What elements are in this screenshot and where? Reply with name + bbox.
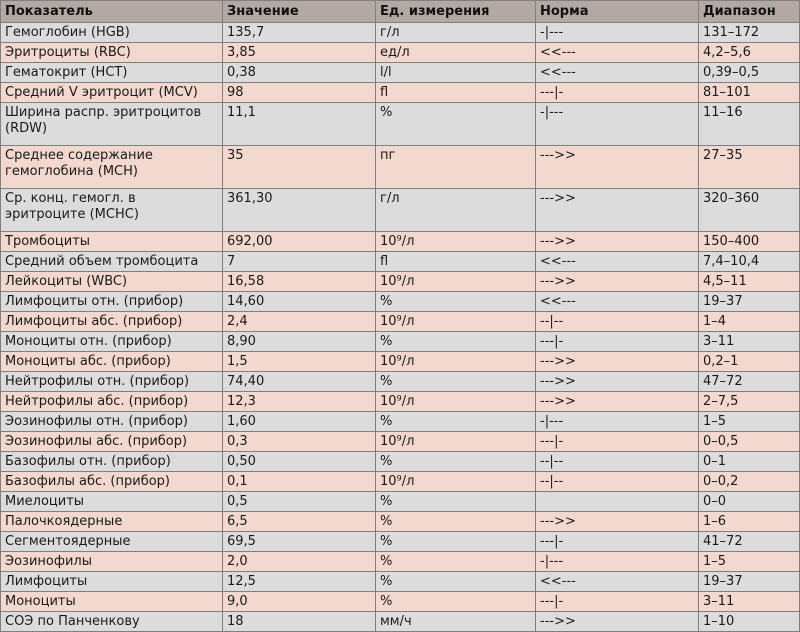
range-cell: 4,5–11 <box>699 272 800 292</box>
unit-cell: fl <box>376 252 536 272</box>
indicator-cell: Нейтрофилы отн. (прибор) <box>1 372 223 392</box>
norm-cell: --|-- <box>536 312 699 332</box>
range-cell: 0,39–0,5 <box>699 63 800 83</box>
norm-cell: -|--- <box>536 23 699 43</box>
range-cell: 19–37 <box>699 572 800 592</box>
value-cell: 1,60 <box>223 412 376 432</box>
indicator-cell: Средний объем тромбоцита <box>1 252 223 272</box>
range-cell: 0–0 <box>699 492 800 512</box>
norm-cell: --|-- <box>536 452 699 472</box>
norm-cell: -|--- <box>536 103 699 146</box>
value-cell: 69,5 <box>223 532 376 552</box>
range-cell: 320–360 <box>699 189 800 232</box>
unit-cell: % <box>376 492 536 512</box>
table-row <box>1 372 800 392</box>
norm-cell: ---|- <box>536 332 699 352</box>
norm-cell: -|--- <box>536 412 699 432</box>
table-row <box>1 592 800 612</box>
indicator-cell: Палочкоядерные <box>1 512 223 532</box>
indicator-cell: Тромбоциты <box>1 232 223 252</box>
indicator-cell: Средний V эритроцит (MCV) <box>1 83 223 103</box>
table-row <box>1 232 800 252</box>
value-cell: 12,3 <box>223 392 376 412</box>
value-cell: 16,58 <box>223 272 376 292</box>
unit-cell: % <box>376 532 536 552</box>
unit-cell: % <box>376 412 536 432</box>
unit-cell: 10⁹/л <box>376 472 536 492</box>
value-cell: 0,1 <box>223 472 376 492</box>
table-row <box>1 43 800 63</box>
indicator-cell: Эозинофилы абс. (прибор) <box>1 432 223 452</box>
indicator-cell: Моноциты <box>1 592 223 612</box>
range-cell: 0,2–1 <box>699 352 800 372</box>
norm-cell: ---|- <box>536 432 699 452</box>
range-cell: 2–7,5 <box>699 392 800 412</box>
value-cell: 14,60 <box>223 292 376 312</box>
header-unit: Ед. измерения <box>376 1 536 23</box>
indicator-cell: Нейтрофилы абс. (прибор) <box>1 392 223 412</box>
range-cell: 4,2–5,6 <box>699 43 800 63</box>
norm-cell: --->> <box>536 372 699 392</box>
value-cell: 1,5 <box>223 352 376 372</box>
unit-cell: % <box>376 372 536 392</box>
table-row <box>1 472 800 492</box>
unit-cell: 10⁹/л <box>376 352 536 372</box>
table-row <box>1 103 800 146</box>
norm-cell: <<--- <box>536 252 699 272</box>
range-cell: 47–72 <box>699 372 800 392</box>
norm-cell <box>536 492 699 512</box>
norm-cell: --->> <box>536 512 699 532</box>
table-row <box>1 392 800 412</box>
unit-cell: 10⁹/л <box>376 392 536 412</box>
indicator-cell: Ширина распр. эритроцитов (RDW) <box>1 103 223 146</box>
unit-cell: г/л <box>376 23 536 43</box>
table-row <box>1 332 800 352</box>
indicator-cell: Лимфоциты <box>1 572 223 592</box>
range-cell: 19–37 <box>699 292 800 312</box>
header-value: Значение <box>223 1 376 23</box>
value-cell: 692,00 <box>223 232 376 252</box>
table-header <box>1 1 800 23</box>
header-range: Диапазон <box>699 1 800 23</box>
norm-cell: ---|- <box>536 592 699 612</box>
unit-cell: % <box>376 103 536 146</box>
norm-cell: --->> <box>536 189 699 232</box>
value-cell: 0,3 <box>223 432 376 452</box>
indicator-cell: Базофилы отн. (прибор) <box>1 452 223 472</box>
table-row <box>1 492 800 512</box>
indicator-cell: Лимфоциты отн. (прибор) <box>1 292 223 312</box>
value-cell: 361,30 <box>223 189 376 232</box>
norm-cell: --->> <box>536 272 699 292</box>
indicator-cell: Гемоглобин (HGB) <box>1 23 223 43</box>
table-row <box>1 23 800 43</box>
table-row <box>1 252 800 272</box>
table-body <box>1 23 800 632</box>
indicator-cell: Миелоциты <box>1 492 223 512</box>
value-cell: 9,0 <box>223 592 376 612</box>
unit-cell: 10⁹/л <box>376 232 536 252</box>
value-cell: 0,50 <box>223 452 376 472</box>
value-cell: 7 <box>223 252 376 272</box>
header-row <box>1 1 800 23</box>
table-row <box>1 146 800 189</box>
indicator-cell: Лимфоциты абс. (прибор) <box>1 312 223 332</box>
unit-cell: % <box>376 592 536 612</box>
norm-cell: ---|- <box>536 532 699 552</box>
range-cell: 81–101 <box>699 83 800 103</box>
unit-cell: % <box>376 552 536 572</box>
range-cell: 1–10 <box>699 612 800 632</box>
table-row <box>1 352 800 372</box>
indicator-cell: Базофилы абс. (прибор) <box>1 472 223 492</box>
table-row <box>1 63 800 83</box>
indicator-cell: СОЭ по Панченкову <box>1 612 223 632</box>
value-cell: 0,38 <box>223 63 376 83</box>
indicator-cell: Гематокрит (HCT) <box>1 63 223 83</box>
value-cell: 6,5 <box>223 512 376 532</box>
range-cell: 11–16 <box>699 103 800 146</box>
range-cell: 3–11 <box>699 592 800 612</box>
range-cell: 27–35 <box>699 146 800 189</box>
unit-cell: г/л <box>376 189 536 232</box>
value-cell: 135,7 <box>223 23 376 43</box>
value-cell: 8,90 <box>223 332 376 352</box>
value-cell: 98 <box>223 83 376 103</box>
table-row <box>1 83 800 103</box>
value-cell: 18 <box>223 612 376 632</box>
value-cell: 2,4 <box>223 312 376 332</box>
table-row <box>1 552 800 572</box>
range-cell: 0–0,5 <box>699 432 800 452</box>
range-cell: 131–172 <box>699 23 800 43</box>
value-cell: 35 <box>223 146 376 189</box>
unit-cell: l/l <box>376 63 536 83</box>
value-cell: 11,1 <box>223 103 376 146</box>
indicator-cell: Эозинофилы <box>1 552 223 572</box>
norm-cell: <<--- <box>536 43 699 63</box>
norm-cell: --|-- <box>536 472 699 492</box>
indicator-cell: Среднее содержание гемоглобина (MCH) <box>1 146 223 189</box>
table-row <box>1 612 800 632</box>
range-cell: 41–72 <box>699 532 800 552</box>
table-row <box>1 412 800 432</box>
norm-cell: --->> <box>536 232 699 252</box>
norm-cell: --->> <box>536 352 699 372</box>
norm-cell: <<--- <box>536 63 699 83</box>
indicator-cell: Лейкоциты (WBC) <box>1 272 223 292</box>
range-cell: 3–11 <box>699 332 800 352</box>
value-cell: 12,5 <box>223 572 376 592</box>
table-row <box>1 189 800 232</box>
header-norm: Норма <box>536 1 699 23</box>
indicator-cell: Эритроциты (RBC) <box>1 43 223 63</box>
norm-cell: --->> <box>536 392 699 412</box>
range-cell: 0–0,2 <box>699 472 800 492</box>
norm-cell: ---|- <box>536 83 699 103</box>
indicator-cell: Моноциты отн. (прибор) <box>1 332 223 352</box>
unit-cell: 10⁹/л <box>376 312 536 332</box>
norm-cell: --->> <box>536 146 699 189</box>
value-cell: 2,0 <box>223 552 376 572</box>
unit-cell: % <box>376 332 536 352</box>
unit-cell: % <box>376 572 536 592</box>
norm-cell: --->> <box>536 612 699 632</box>
indicator-cell: Эозинофилы отн. (прибор) <box>1 412 223 432</box>
unit-cell: 10⁹/л <box>376 272 536 292</box>
unit-cell: fl <box>376 83 536 103</box>
table-row <box>1 572 800 592</box>
norm-cell: <<--- <box>536 572 699 592</box>
unit-cell: пг <box>376 146 536 189</box>
unit-cell: 10⁹/л <box>376 432 536 452</box>
range-cell: 1–6 <box>699 512 800 532</box>
indicator-cell: Ср. конц. гемогл. в эритроците (MCHC) <box>1 189 223 232</box>
unit-cell: ед/л <box>376 43 536 63</box>
table-row <box>1 292 800 312</box>
value-cell: 74,40 <box>223 372 376 392</box>
range-cell: 150–400 <box>699 232 800 252</box>
norm-cell: -|--- <box>536 552 699 572</box>
indicator-cell: Моноциты абс. (прибор) <box>1 352 223 372</box>
unit-cell: % <box>376 512 536 532</box>
table-row <box>1 452 800 472</box>
table-row <box>1 532 800 552</box>
unit-cell: % <box>376 292 536 312</box>
value-cell: 0,5 <box>223 492 376 512</box>
indicator-cell: Сегментоядерные <box>1 532 223 552</box>
unit-cell: мм/ч <box>376 612 536 632</box>
norm-cell: <<--- <box>536 292 699 312</box>
unit-cell: % <box>376 452 536 472</box>
value-cell: 3,85 <box>223 43 376 63</box>
table-row <box>1 312 800 332</box>
range-cell: 1–4 <box>699 312 800 332</box>
range-cell: 0–1 <box>699 452 800 472</box>
range-cell: 7,4–10,4 <box>699 252 800 272</box>
table-row <box>1 432 800 452</box>
header-indicator: Показатель <box>1 1 223 23</box>
range-cell: 1–5 <box>699 412 800 432</box>
table-row <box>1 512 800 532</box>
table-row <box>1 272 800 292</box>
range-cell: 1–5 <box>699 552 800 572</box>
